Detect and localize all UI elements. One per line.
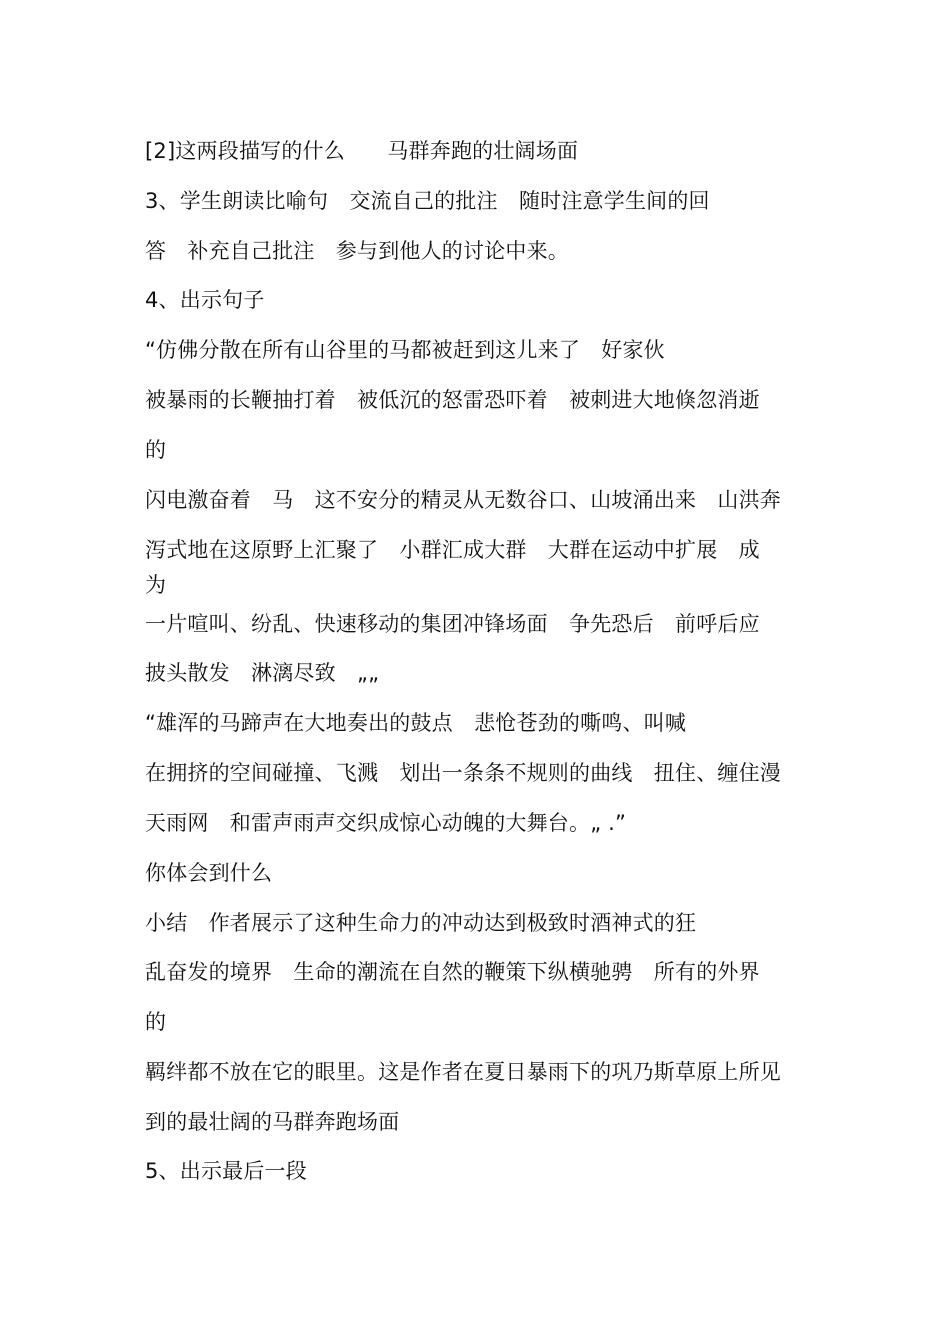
section-heading: 5、出示最后一段 bbox=[145, 1159, 307, 1183]
text-line: 答 补充自己批注 参与到他人的讨论中来。 bbox=[145, 239, 569, 263]
text-line: “雄浑的马蹄声在大地奏出的鼓点 悲怆苍劲的嘶鸣、叫喊 bbox=[145, 711, 687, 735]
text-line: 乱奋发的境界 生命的潮流在自然的鞭策下纵横驰骋 所有的外界 bbox=[145, 960, 760, 984]
text-line: 你体会到什么 bbox=[145, 861, 273, 885]
text-line: 羁绊都不放在它的眼里。这是作者在夏日暴雨下的巩乃斯草原上所见 bbox=[145, 1060, 781, 1084]
section-heading: 4、出示句子 bbox=[145, 288, 265, 312]
text-line: 小结 作者展示了这种生命力的冲动达到极致时酒神式的狂 bbox=[145, 911, 697, 935]
text-line: “仿佛分散在所有山谷里的马都被赶到这儿来了 好家伙 bbox=[145, 338, 665, 362]
text-line: 的 bbox=[145, 438, 167, 462]
text-line: [2]这两段描写的什么 马群奔跑的壮阔场面 bbox=[145, 139, 579, 163]
text-line: 3、学生朗读比喻句 交流自己的批注 随时注意学生间的回 bbox=[145, 189, 710, 213]
text-line: 天雨网 和雷声雨声交织成惊心动魄的大舞台。„ .” bbox=[145, 811, 627, 835]
text-line: 被暴雨的长鞭抽打着 被低沉的怒雷恐吓着 被刺进大地倏忽消逝 bbox=[145, 388, 760, 412]
text-line: 在拥挤的空间碰撞、飞溅 划出一条条不规则的曲线 扭住、缠住漫 bbox=[145, 761, 781, 785]
text-line: 泻式地在这原野上汇聚了 小群汇成大群 大群在运动中扩展 成 bbox=[145, 538, 760, 562]
text-line: 闪电激奋着 马 这不安分的精灵从无数谷口、山坡涌出来 山洪奔 bbox=[145, 488, 781, 512]
text-line: 为 bbox=[145, 573, 167, 597]
text-line: 一片喧叫、纷乱、快速移动的集团冲锋场面 争先恐后 前呼后应 bbox=[145, 612, 760, 636]
text-line: 的 bbox=[145, 1010, 167, 1034]
text-line: 到的最壮阔的马群奔跑场面 bbox=[145, 1110, 400, 1134]
text-line: 披头散发 淋漓尽致 „„ bbox=[145, 661, 380, 685]
